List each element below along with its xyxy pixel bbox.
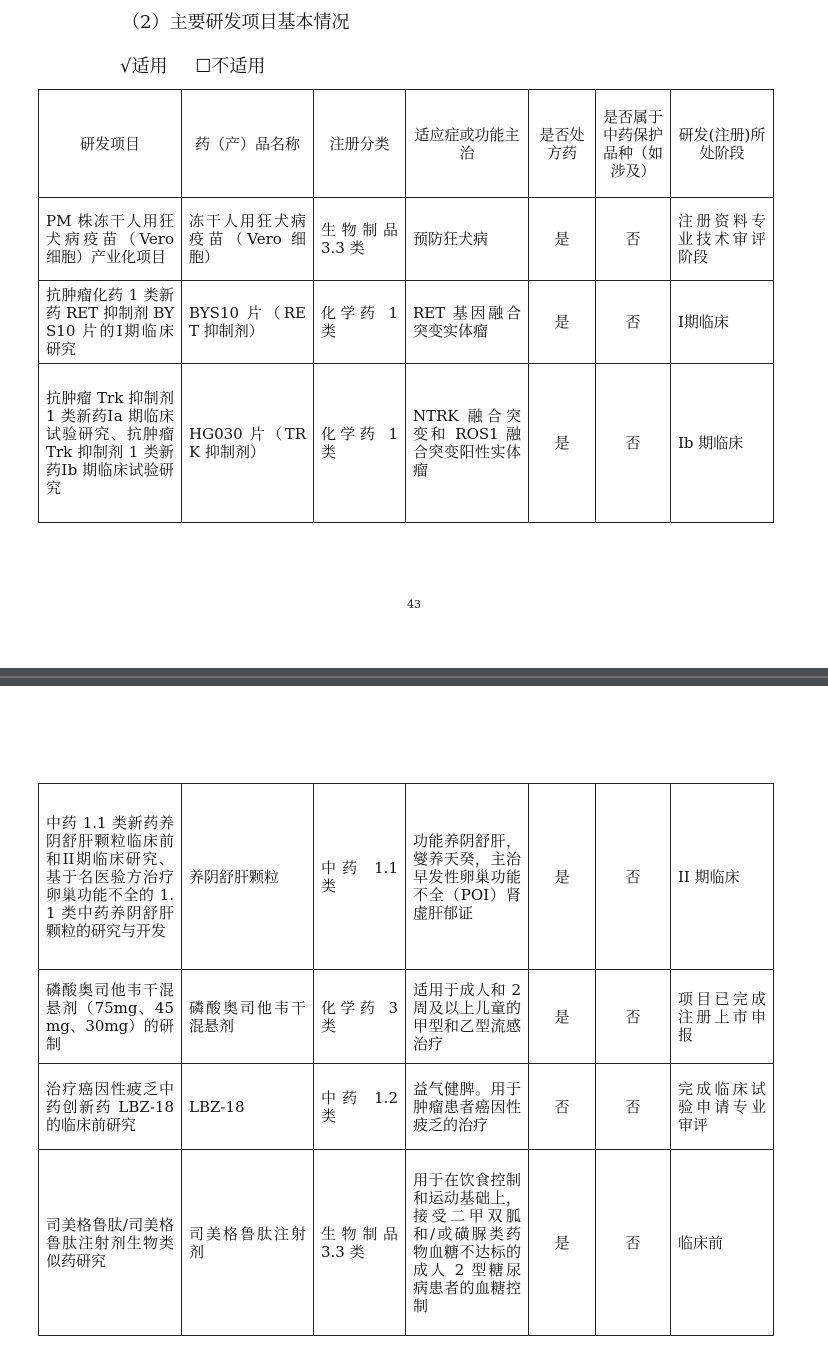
cell-product-name: 冻干人用狂犬病疫苗（Vero 细胞） xyxy=(182,198,314,281)
cell-project: 司美格鲁肽/司美格鲁肽注射剂生物类似药研究 xyxy=(39,1150,182,1336)
cell-product-name: 养阴舒肝颗粒 xyxy=(182,784,314,970)
cell-registration-class: 生物制品 3.3 类 xyxy=(314,1150,406,1336)
header-project: 研发项目 xyxy=(39,90,182,198)
table-row xyxy=(39,1150,774,1336)
cell-prescription: 是 xyxy=(529,281,596,364)
cell-product-name: LBZ-18 xyxy=(182,1064,314,1150)
cell-registration-class: 中药 1.2 类 xyxy=(314,1064,406,1150)
header-stage: 研发(注册)所处阶段 xyxy=(671,90,774,198)
option-applicable: √适用 xyxy=(120,56,168,77)
cell-project: 抗肿瘤 Trk 抑制剂 1 类新药Ⅰa 期临床试验研究、抗肿瘤 Trk 抑制剂 1 类新药Ⅰb 期临床试验研究 xyxy=(39,364,182,523)
cell-tcm-protected: 否 xyxy=(596,1150,671,1336)
cell-indication: 预防狂犬病 xyxy=(406,198,529,281)
cell-stage: 项目已完成注册上市申报 xyxy=(671,970,774,1064)
option-not-applicable: ☐不适用 xyxy=(195,56,266,77)
cell-project: 磷酸奥司他韦干混悬剂（75mg、45mg、30mg）的研制 xyxy=(39,970,182,1064)
cell-registration-class: 化学药 1 类 xyxy=(314,364,406,523)
table-row xyxy=(39,198,774,281)
cell-product-name: 磷酸奥司他韦干混悬剂 xyxy=(182,970,314,1064)
cell-indication: RET 基因融合突变实体瘤 xyxy=(406,281,529,364)
cell-prescription: 是 xyxy=(529,198,596,281)
cell-indication: NTRK 融合突变和 ROS1 融合突变阳性实体瘤 xyxy=(406,364,529,523)
page-separator xyxy=(0,668,828,686)
cell-tcm-protected: 否 xyxy=(596,364,671,523)
section-heading: （2）主要研发项目基本情况 xyxy=(122,12,350,33)
cell-prescription: 是 xyxy=(529,970,596,1064)
cell-product-name: 司美格鲁肽注射剂 xyxy=(182,1150,314,1336)
rd-projects-table-part1 xyxy=(38,89,774,523)
cell-registration-class: 化学药 3 类 xyxy=(314,970,406,1064)
table-row xyxy=(39,364,774,523)
cell-registration-class: 生物制品 3.3 类 xyxy=(314,198,406,281)
header-product-name: 药（产）品名称 xyxy=(182,90,314,198)
cell-registration-class: 中药 1.1 类 xyxy=(314,784,406,970)
page-separator-line xyxy=(0,676,828,678)
cell-registration-class: 化学药 1 类 xyxy=(314,281,406,364)
cell-tcm-protected: 否 xyxy=(596,281,671,364)
page-43 xyxy=(0,0,828,668)
cell-project: PM 株冻干人用狂犬病疫苗（Vero 细胞）产业化项目 xyxy=(39,198,182,281)
header-tcm-protected: 是否属于中药保护品种（如涉及） xyxy=(596,90,671,198)
table-row xyxy=(39,970,774,1064)
cell-stage: 完成临床试验申请专业审评 xyxy=(671,1064,774,1150)
page-number: 43 xyxy=(407,598,421,611)
cell-prescription: 是 xyxy=(529,784,596,970)
header-registration-class: 注册分类 xyxy=(314,90,406,198)
cell-tcm-protected: 否 xyxy=(596,784,671,970)
cell-prescription: 否 xyxy=(529,1064,596,1150)
header-prescription: 是否处方药 xyxy=(529,90,596,198)
cell-indication: 功能养阴舒肝，燮养天癸，主治早发性卵巢功能不全（POI）肾虚肝郁证 xyxy=(406,784,529,970)
cell-tcm-protected: 否 xyxy=(596,970,671,1064)
cell-indication: 益气健脾。用于肿瘤患者癌因性疲乏的治疗 xyxy=(406,1064,529,1150)
cell-stage: Ib 期临床 xyxy=(671,364,774,523)
applicability-options xyxy=(120,52,287,78)
cell-prescription: 是 xyxy=(529,364,596,523)
cell-prescription: 是 xyxy=(529,1150,596,1336)
cell-product-name: HG030 片（TRK 抑制剂） xyxy=(182,364,314,523)
table-row xyxy=(39,784,774,970)
cell-stage: Ⅰ期临床 xyxy=(671,281,774,364)
page-44 xyxy=(0,686,828,1354)
table-row xyxy=(39,281,774,364)
cell-stage: 临床前 xyxy=(671,1150,774,1336)
table-header-row xyxy=(39,90,774,198)
cell-tcm-protected: 否 xyxy=(596,1064,671,1150)
table-row xyxy=(39,1064,774,1150)
cell-project: 治疗癌因性疲乏中药创新药 LBZ-18 的临床前研究 xyxy=(39,1064,182,1150)
cell-indication: 适用于成人和 2 周及以上儿童的甲型和乙型流感治疗 xyxy=(406,970,529,1064)
header-indication: 适应症或功能主治 xyxy=(406,90,529,198)
cell-project: 抗肿瘤化药 1 类新药 RET 抑制剂 BYS10 片的Ⅰ期临床研究 xyxy=(39,281,182,364)
cell-tcm-protected: 否 xyxy=(596,198,671,281)
cell-stage: 注册资料专业技术审评阶段 xyxy=(671,198,774,281)
cell-product-name: BYS10 片（RET 抑制剂） xyxy=(182,281,314,364)
cell-stage: II 期临床 xyxy=(671,784,774,970)
rd-projects-table-part2 xyxy=(38,783,774,1336)
cell-indication: 用于在饮食控制和运动基础上，接受二甲双胍和/或磺脲类药物血糖不达标的成人 2 型糖尿病患者的血糖控制 xyxy=(406,1150,529,1336)
cell-project: 中药 1.1 类新药养阴舒肝颗粒临床前和II期临床研究、基于名医验方治疗卵巢功能不全的 1.1 类中药养阴舒肝颗粒的研究与开发 xyxy=(39,784,182,970)
